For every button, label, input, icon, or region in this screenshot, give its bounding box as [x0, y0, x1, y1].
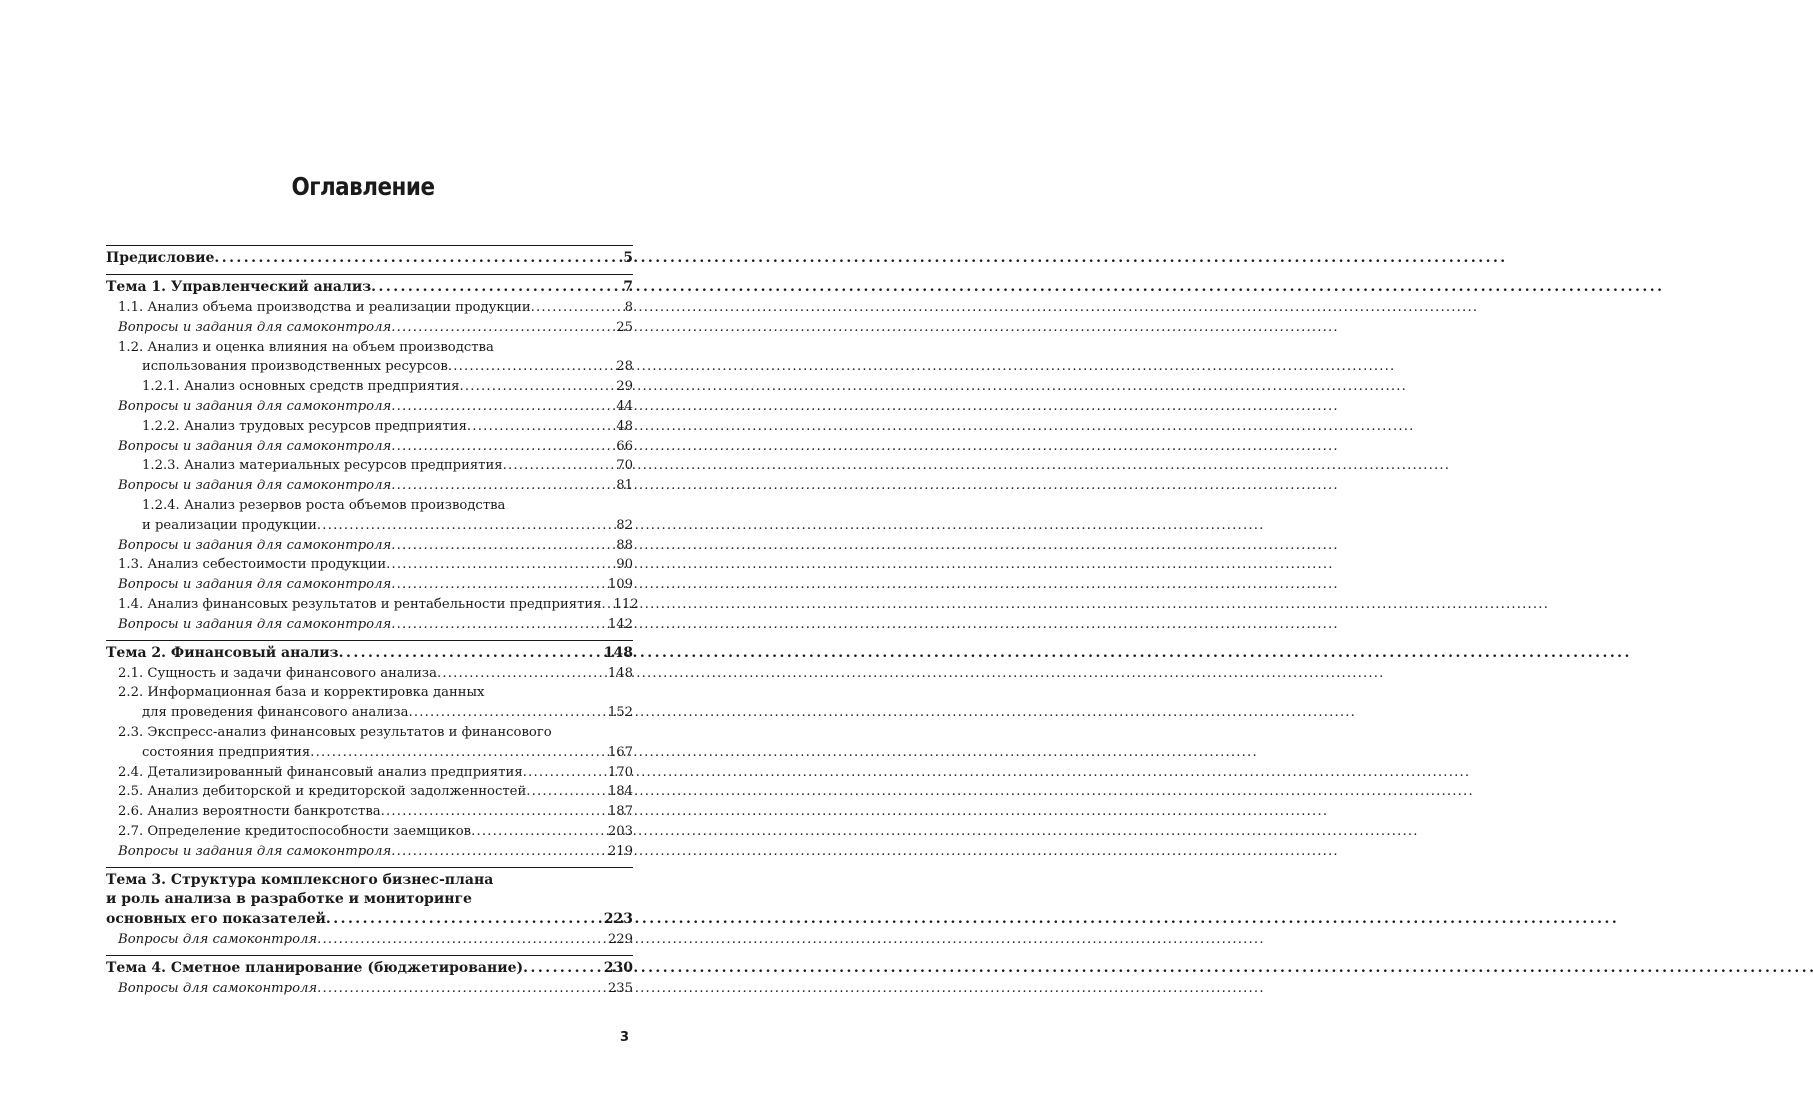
dot-leader	[523, 763, 606, 783]
toc-entry[interactable]	[106, 763, 633, 783]
dot-leader	[531, 298, 623, 318]
toc-block-theme-4	[106, 955, 633, 999]
toc-entry-continuation[interactable]	[106, 703, 633, 723]
toc-entry-title: 2.3. Экспресс-анализ финансовых результатов и финансового	[118, 724, 552, 740]
dot-leader	[503, 456, 615, 476]
dot-leader	[391, 536, 614, 556]
toc-entry-title: Вопросы и задания для самоконтроля	[118, 478, 392, 494]
toc-entry-page: 66	[616, 438, 633, 454]
toc-entry-page: 223	[603, 911, 633, 928]
toc-entry-theme-2[interactable]	[106, 643, 633, 664]
toc-entry-page: 25	[616, 319, 633, 335]
toc-entry-page: 112	[613, 596, 639, 612]
dot-leader	[448, 357, 614, 377]
toc-entry-title: 2.7. Определение кредитоспособности заемщиков	[118, 823, 472, 839]
dot-leader	[317, 516, 614, 536]
dot-leader	[526, 782, 606, 802]
toc-entry-page: 219	[607, 843, 633, 859]
toc-entry-page: 203	[607, 823, 633, 839]
toc-entry-title: 2.4. Детализированный финансовый анализ предприятия	[118, 764, 523, 780]
toc-block-theme-3	[106, 867, 633, 950]
toc-entry-title: Вопросы и задания для самоконтроля	[118, 398, 392, 414]
dot-leader	[381, 802, 606, 822]
toc-entry-questions[interactable]	[106, 397, 633, 417]
toc-entry[interactable]	[106, 664, 633, 684]
toc-entry[interactable]	[106, 496, 633, 516]
toc-entry-theme-1[interactable]	[106, 277, 633, 298]
toc-entry-title: Вопросы и задания для самоконтроля	[118, 616, 392, 632]
toc-entry-title: основных его показателей	[106, 911, 326, 928]
dot-leader	[602, 595, 612, 615]
toc-entry-page: 7	[623, 279, 633, 295]
toc-entry-page: 29	[616, 379, 633, 395]
page-title: Оглавление	[291, 172, 435, 201]
toc-entry-title: 1.2.3. Анализ материальных ресурсов предприятия	[142, 458, 503, 474]
toc-entry-title: состояния предприятия	[142, 744, 311, 760]
toc-entry-page: 8	[624, 300, 633, 315]
toc-entry[interactable]	[106, 417, 633, 437]
toc-block-theme-1	[106, 274, 639, 635]
dot-leader	[326, 909, 602, 930]
dot-leader	[408, 703, 605, 723]
toc-entry[interactable]	[106, 377, 633, 397]
toc-entry-questions[interactable]	[106, 575, 633, 595]
toc-entry-theme-3-continuation[interactable]	[106, 889, 633, 909]
toc-entry-page: 109	[607, 577, 633, 593]
toc-entry[interactable]	[106, 595, 639, 615]
toc-entry-questions[interactable]	[106, 536, 633, 556]
toc-entry-title: для проведения финансового анализа	[142, 705, 409, 721]
toc-entry-title: 1.1. Анализ объема производства и реализации продукции	[118, 300, 531, 315]
dot-leader	[391, 615, 606, 635]
dot-leader	[310, 743, 606, 763]
toc-entry-page: 148	[603, 644, 633, 661]
toc-entry-title: 1.4. Анализ финансовых результатов и рентабельности предприятия	[118, 596, 602, 612]
toc-entry-questions[interactable]	[106, 842, 633, 862]
toc-entry-page: 152	[607, 705, 633, 721]
toc-entry-page: 44	[616, 398, 633, 414]
toc-entry-title: Тема 4. Сметное планирование (бюджетирование)	[106, 959, 524, 976]
toc-entry-page: 142	[607, 616, 633, 632]
toc-entry-theme-3-continuation[interactable]	[106, 909, 633, 930]
toc-entry-questions[interactable]	[106, 437, 633, 457]
toc-entry-theme-4[interactable]	[106, 958, 633, 979]
toc-entry-page: 70	[616, 458, 633, 474]
toc-entry-page: 184	[607, 784, 633, 800]
toc-entry[interactable]	[106, 456, 633, 476]
toc-entry-title: 2.1. Сущность и задачи финансового анализа	[118, 665, 437, 681]
toc-entry-title: Вопросы и задания для самоконтроля	[118, 577, 392, 593]
toc-entry-title: 2.2. Информационная база и корректировка данных	[118, 685, 485, 701]
toc-entry-title: Тема 2. Финансовый анализ	[106, 644, 339, 661]
toc-entry-page: 230	[603, 959, 633, 976]
toc-entry-title: 1.3. Анализ себестоимости продукции	[118, 557, 387, 573]
dot-leader	[391, 476, 614, 496]
toc-entry-page: 82	[616, 517, 633, 533]
toc-entry-page: 235	[607, 980, 633, 996]
dot-leader	[317, 979, 606, 999]
toc-block-preface	[106, 245, 633, 269]
toc-entry[interactable]	[106, 555, 633, 575]
toc-block-theme-2	[106, 640, 633, 862]
toc-entry-title: Вопросы и задания для самоконтроля	[118, 438, 392, 454]
toc-entry-title: 2.6. Анализ вероятности банкротства	[118, 804, 381, 820]
dot-leader	[391, 397, 614, 417]
toc-entry-page: 170	[607, 764, 633, 780]
toc-entry-title: 1.2.1. Анализ основных средств предприятия	[142, 379, 460, 395]
dot-leader	[523, 958, 602, 979]
dot-leader	[214, 248, 621, 269]
toc-entry[interactable]	[106, 338, 633, 358]
toc-entry[interactable]	[106, 782, 633, 802]
toc-entry[interactable]	[106, 723, 633, 743]
dot-leader	[339, 643, 602, 664]
toc-entry[interactable]	[106, 298, 633, 318]
toc-entry-title: Вопросы для самоконтроля	[118, 932, 318, 948]
toc-entry-title: и роль анализа в разработке и мониторинге	[106, 891, 472, 908]
toc-entry-page: 28	[616, 359, 633, 375]
toc-entry-title: Тема 3. Структура комплексного бизнес-плана	[106, 871, 494, 888]
toc-entry-page: 48	[616, 418, 633, 434]
toc-entry-questions[interactable]	[106, 318, 633, 338]
toc-entry-preface[interactable]	[106, 248, 633, 269]
toc-entry-questions[interactable]	[106, 930, 633, 950]
toc-entry-title: Вопросы и задания для самоконтроля	[118, 843, 392, 859]
toc-entry-questions[interactable]	[106, 615, 633, 635]
toc-entry-questions[interactable]	[106, 476, 633, 496]
toc-entry[interactable]	[106, 802, 633, 822]
toc-entry-page: 81	[616, 478, 633, 494]
toc-entry-title: Вопросы и задания для самоконтроля	[118, 537, 392, 553]
toc-entry-title: и реализации продукции	[142, 517, 317, 533]
toc-entry-page: 148	[607, 665, 633, 681]
toc-entry-theme-3[interactable]	[106, 870, 633, 890]
toc-entry-page: 90	[616, 557, 633, 573]
toc-entry-page: 167	[607, 744, 633, 760]
toc-entry-page: 229	[607, 932, 633, 948]
dot-leader	[437, 664, 606, 684]
toc-entry[interactable]	[106, 683, 633, 703]
toc-entry-questions[interactable]	[106, 979, 633, 999]
dot-leader	[471, 822, 606, 842]
toc-entry-continuation[interactable]	[106, 516, 633, 536]
toc-entry-title: 1.2. Анализ и оценка влияния на объем производства	[118, 339, 494, 355]
toc-entry-page: 88	[616, 537, 633, 553]
toc-entry-title: Вопросы и задания для самоконтроля	[118, 319, 392, 335]
dot-leader	[391, 575, 606, 595]
dot-leader	[317, 930, 606, 950]
toc-entry[interactable]	[106, 822, 633, 842]
dot-leader	[459, 377, 614, 397]
toc-entry-title: Предисловие	[106, 250, 215, 266]
toc-entry-title: Тема 1. Управленческий анализ	[106, 279, 372, 295]
toc-entry-title: Вопросы для самоконтроля	[118, 980, 318, 996]
dot-leader	[386, 555, 614, 575]
toc-entry-title: 1.2.4. Анализ резервов роста объемов производства	[142, 497, 506, 513]
dot-leader	[391, 437, 614, 457]
toc-entry-page: 187	[607, 804, 633, 820]
toc-entry-continuation[interactable]	[106, 357, 633, 377]
dot-leader	[391, 318, 614, 338]
dot-leader	[467, 417, 614, 437]
dot-leader	[371, 277, 621, 298]
toc-entry-page: 5	[623, 250, 633, 266]
toc-entry-continuation[interactable]	[106, 743, 633, 763]
page-number: 3	[620, 1030, 630, 1045]
toc-entry-title: использования производственных ресурсов	[142, 359, 448, 375]
dot-leader	[391, 842, 606, 862]
toc-entry-title: 2.5. Анализ дебиторской и кредиторской задолженностей	[118, 784, 527, 800]
toc-entry-title: 1.2.2. Анализ трудовых ресурсов предприятия	[142, 418, 467, 434]
table-of-contents	[106, 245, 639, 999]
